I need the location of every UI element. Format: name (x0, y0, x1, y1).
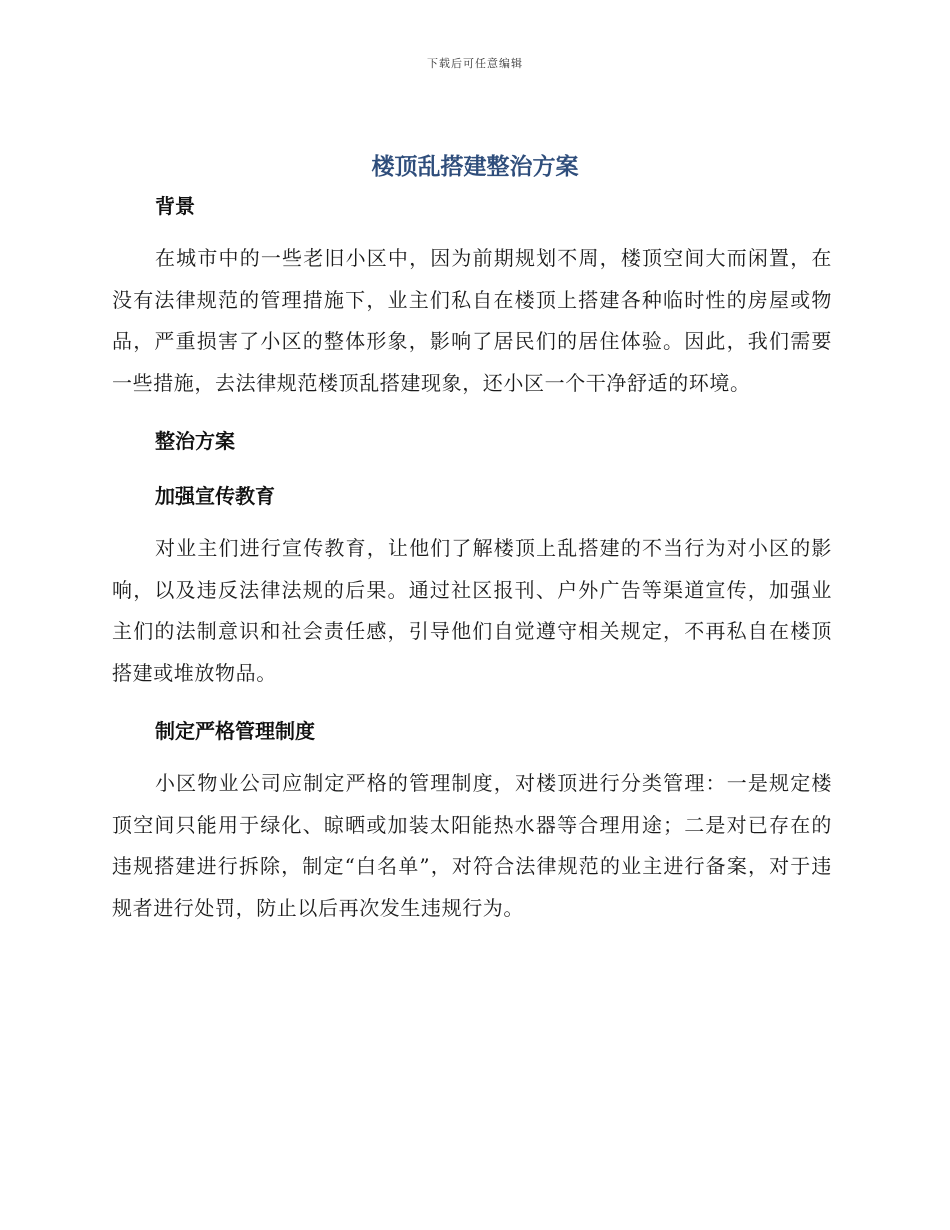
document-body (112, 188, 832, 929)
paragraph-management: 小区物业公司应制定严格的管理制度，对楼顶进行分类管理：一是规定楼顶空间只能用于绿化、晾晒或加装太阳能热水器等合理用途；二是对已存在的违规搭建进行拆除，制定“白名单”，对符合法律规范的业主进行备案，对于违规者进行处罚，防止以后再次发生违规行为。 (112, 771, 832, 920)
section-heading-background: 背景 (155, 194, 195, 218)
document-title: 楼顶乱搭建整治方案 (371, 154, 579, 180)
section-heading-management: 制定严格管理制度 (155, 719, 315, 743)
header-note: 下载后可任意编辑 (427, 57, 523, 70)
paragraph-background: 在城市中的一些老旧小区中，因为前期规划不周，楼顶空间大而闲置，在没有法律规范的管理措施下，业主们私自在楼顶上搭建各种临时性的房屋或物品，严重损害了小区的整体形象，影响了居民们的居住体验。因此，我们需要一些措施，去法律规范楼顶乱搭建现象，还小区一个干净舒适的环境。 (112, 246, 832, 395)
paragraph-education: 对业主们进行宣传教育，让他们了解楼顶上乱搭建的不当行为对小区的影响，以及违反法律法规的后果。通过社区报刊、户外广告等渠道宣传，加强业主们的法制意识和社会责任感，引导他们自觉遵守相关规定，不再私自在楼顶搭建或堆放物品。 (112, 536, 832, 685)
section-heading-plan: 整治方案 (155, 429, 235, 453)
section-heading-education: 加强宣传教育 (155, 484, 275, 508)
